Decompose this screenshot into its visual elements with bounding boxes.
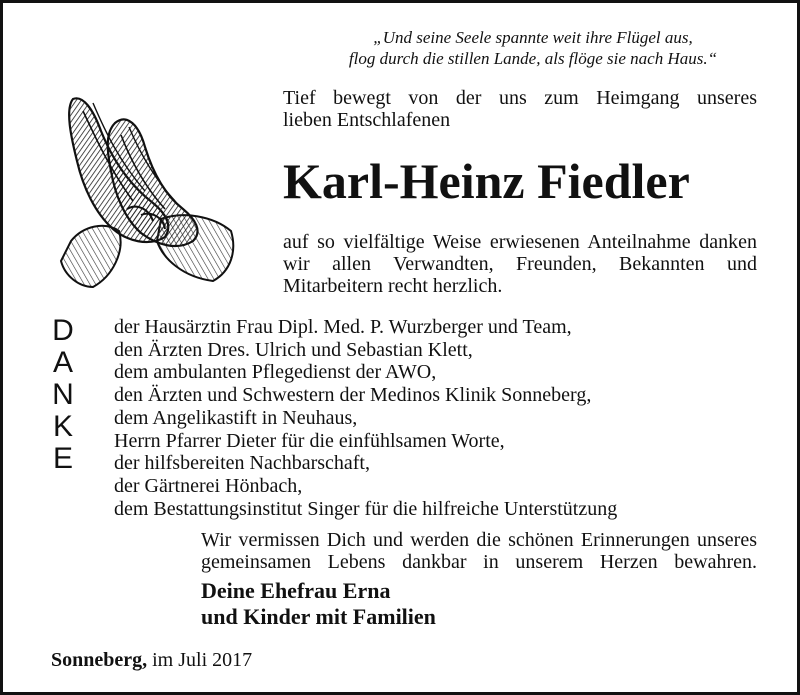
danke-letter: N xyxy=(52,378,74,411)
family-line-2: und Kinder mit Familien xyxy=(201,604,436,629)
list-item: der hilfsbereiten Nachbarschaft, xyxy=(114,452,370,475)
intro-text xyxy=(283,87,757,131)
place-name: Sonneberg, xyxy=(51,649,148,671)
thanks-list xyxy=(114,316,617,520)
danke-vertical xyxy=(45,315,81,475)
closing-line-1: Wir vermissen Dich und werden die schönen Erinnerungen unseres xyxy=(201,529,757,551)
danke-letter: A xyxy=(52,346,73,379)
family-line-1: Deine Ehefrau Erna xyxy=(201,578,391,603)
list-item: Herrn Pfarrer Dieter für die einfühlsamen Worte, xyxy=(114,429,505,452)
family-signature xyxy=(201,578,436,630)
intro-line-1: Tief bewegt von der uns zum Heimgang unseres xyxy=(283,87,757,109)
intro-line-2: lieben Entschlafenen xyxy=(283,109,451,131)
quote-line-1: „Und seine Seele spannte weit ihre Flügel aus, xyxy=(373,28,693,47)
poem-quote xyxy=(303,27,763,69)
thanks-line-2: wir allen Verwandten, Freunden, Bekannten und xyxy=(283,253,757,275)
deceased-name: Karl-Heinz Fiedler xyxy=(283,153,690,209)
list-item: dem Angelikastift in Neuhaus, xyxy=(114,406,358,429)
thanks-line-1: auf so vielfältige Weise erwiesenen Anteilnahme danken xyxy=(283,231,757,253)
quote-line-2: flog durch die stillen Lande, als flöge sie nach Haus.“ xyxy=(348,49,718,68)
list-item: der Hausärztin Frau Dipl. Med. P. Wurzberger und Team, xyxy=(114,316,572,338)
closing-line-2: gemeinsamen Lebens dankbar in unserem Herzen bewahren. xyxy=(201,551,757,573)
list-item: den Ärzten Dres. Ulrich und Sebastian Klett, xyxy=(114,338,473,361)
list-item: den Ärzten und Schwestern der Medinos Klinik Sonneberg, xyxy=(114,384,592,407)
thanks-line-3: Mitarbeitern recht herzlich. xyxy=(283,275,503,297)
date-text: im Juli 2017 xyxy=(152,649,253,671)
list-item: dem Bestattungsinstitut Singer für die hilfreiche Unterstützung xyxy=(114,497,618,520)
closing-text xyxy=(201,529,757,573)
danke-letter: D xyxy=(52,314,74,347)
danke-letter: E xyxy=(52,442,73,475)
praying-hands-icon xyxy=(53,91,237,289)
danke-letter: K xyxy=(52,410,73,443)
place-date xyxy=(51,649,252,671)
thanks-text xyxy=(283,231,757,297)
list-item: der Gärtnerei Hönbach, xyxy=(114,474,303,497)
list-item: dem ambulanten Pflegedienst der AWO, xyxy=(114,361,437,384)
